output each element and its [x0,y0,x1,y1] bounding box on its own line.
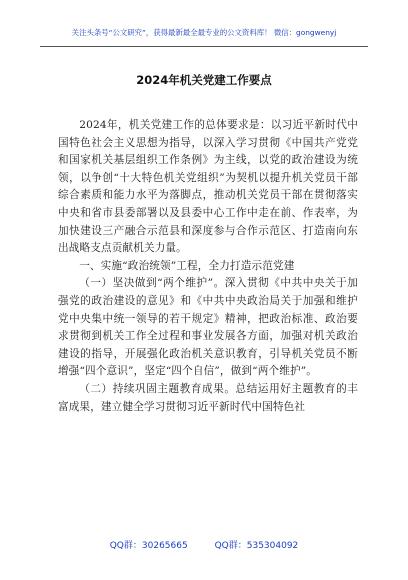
page-title: 2024年机关党建工作要点 [136,73,272,87]
footer-qq-group-2: QQ群：535304092 [214,541,299,551]
section-heading: 一、实施“政治统领”工程，全力打造示范党建 [79,259,295,272]
document-body [58,117,358,416]
subsection-paragraph: （二）持续巩固主题教育成果。总结运用好主题教育的丰富成果，建立健全学习贯彻习近平新时代中国特色社 [58,382,358,413]
header-notice: 关注头条号“公文研究”，获得最新最全最专业的公文资料库！ 微信：gongwenyj [71,28,337,37]
footer [0,538,408,551]
subsection-paragraph: （一）坚决做到“两个维护”。深入贯彻《中共中央关于加强党的政治建设的意见》和《中共中央政治局关于加强和维护党中央集中统一领导的若干规定》精神，把政治标准、政治要求贯彻到机关工作全过程和事业发展各方面，加强对机关政治建设的指导，开展强化政治机关意识教育，引导机关党员不断增强“四个意识”，坚定“四个自信”，做到“两个维护”。 [58,277,358,378]
header-divider [40,46,368,47]
footer-qq-group-1: QQ群：30265665 [109,541,188,551]
intro-paragraph: 2024年，机关党建工作的总体要求是：以习近平新时代中国特色社会主义思想为指导，以深入学习贯彻《中国共产党党和国家机关基层组织工作条例》为主线，以党的政治建设为统领，以争创“十大特色机关党组织”为契机以提升机关党员干部综合素质和能力水平为落脚点，推动机关党员干部在贯彻落实中央和省市县委部署以及县委中心工作中走在前、作表率，为加快建设三产融合示范县和深度参与合作示范区、打造南向东出战略支点贡献机关力量。 [58,119,358,255]
